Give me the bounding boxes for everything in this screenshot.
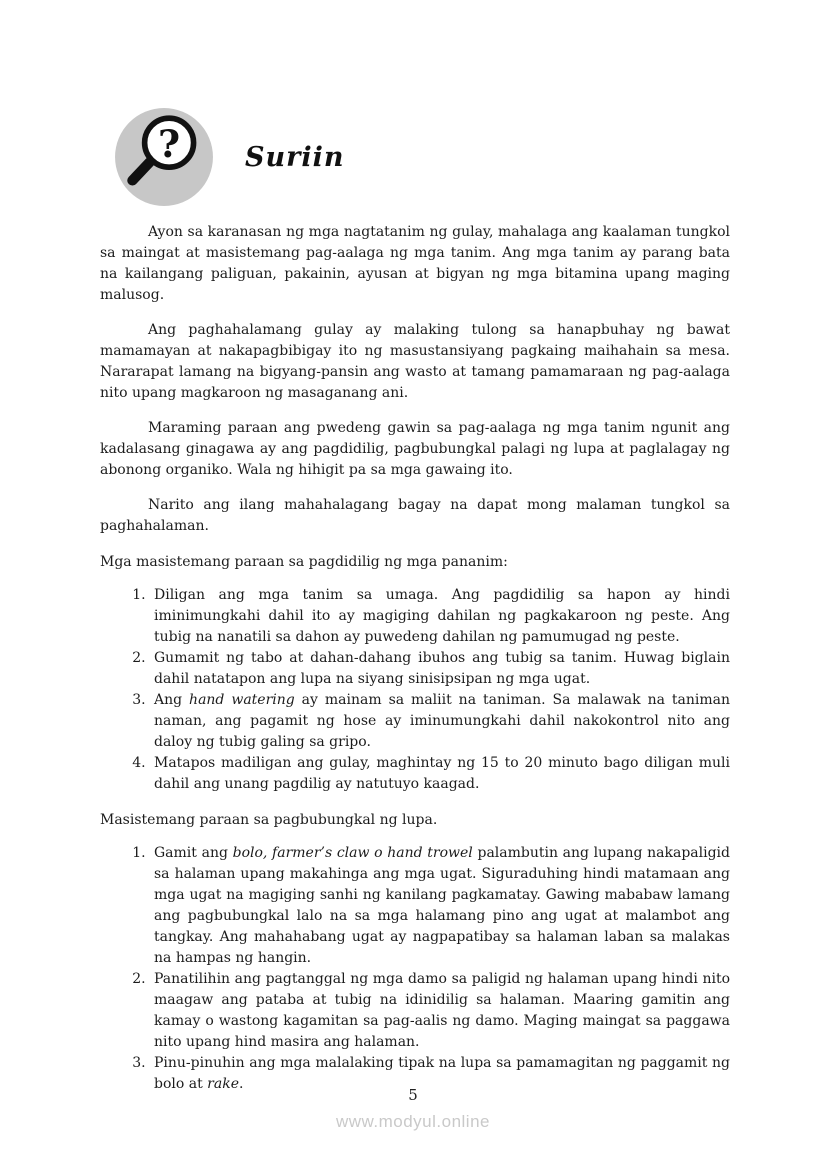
- list-item: [150, 585, 730, 648]
- svg-text:?: ?: [158, 122, 181, 166]
- list-item: [150, 648, 730, 690]
- list-item-text: .: [238, 1076, 244, 1092]
- tilling-list: [100, 843, 730, 1095]
- magnifier-question-icon: [113, 106, 215, 208]
- list-item: [150, 690, 730, 753]
- list-item-italic-text: rake: [207, 1076, 239, 1092]
- paragraph-3: Maraming paraan ang pwedeng gawin sa pag-aalaga ng mga tanim ngunit ang kadalasang ginagawa ay ang pagdidilig, pagbubungkal palagi ng lupa at paglalagay ng abonong organiko. Wala ng hihigit pa sa mga gawaing ito.: [100, 420, 730, 478]
- paragraph-2: Ang paghahalamang gulay ay malaking tulong sa hanapbuhay ng bawat mamamayan at nakapagbibigay ito ng masustansiyang pagkaing maihahain sa mesa. Nararapat lamang na bigyang-pansin ang wasto at tamang pamamaraan ng pag-aalaga nito upang magkaroon ng masaganang ani.: [100, 322, 730, 401]
- list-item-text: ay mainam sa maliit na taniman. Sa malawak na taniman naman, ang pagamit ng hose ay iminumungkahi dahil nakokontrol nito ang daloy ng tubig galing sa gripo.: [154, 692, 731, 750]
- section-header: [113, 106, 826, 208]
- tilling-list-heading: Masistemang paraan sa pagbubungkal ng lupa.: [100, 812, 438, 828]
- paragraph-1: Ayon sa karanasan ng mga nagtatanim ng gulay, mahalaga ang kaalaman tungkol sa maingat at masistemang pag-aalaga ng mga tanim. Ang mga tanim ay parang bata na kailangang paliguan, pakainin, ayusan at bigyan ng mga bitamina upang maging malusog.: [100, 224, 730, 303]
- list-item-text: Gumamit ng tabo at dahan-dahang ibuhos ang tubig sa tanim. Huwag biglain dahil natatapon ang lupa na siyang sinisipsipan ng mga ugat.: [154, 650, 730, 687]
- list-item-text: Matapos madiligan ang gulay, maghintay ng 15 to 20 minuto bago diligan muli dahil ang unang pagdilig ay natutuyo kaagad.: [154, 755, 730, 792]
- list-item-text: Panatilihin ang pagtanggal ng mga damo sa paligid ng halaman upang hindi nito maagaw ang pataba at tubig na idinidilig sa halaman. Maaring gamitin ang kamay o wastong kagamitan sa pag-aalis ng damo. Maging maingat sa paggawa nito upang hind masira ang halaman.: [154, 971, 730, 1050]
- page-number: 5: [408, 1086, 418, 1104]
- list-item-text: Pinu-pinuhin ang mga malalaking tipak na lupa sa pamamagitan ng paggamit ng bolo at: [154, 1055, 730, 1092]
- list-item-italic-text: hand watering: [189, 692, 295, 708]
- watering-list: [100, 585, 730, 795]
- list-item-text: Ang: [154, 692, 190, 708]
- paragraph-4: Narito ang ilang mahahalagang bagay na dapat mong malaman tungkol sa paghahalaman.: [100, 497, 730, 534]
- list-item-italic-text: bolo, farmer’s claw o hand trowel: [232, 845, 473, 861]
- list-item-text: palambutin ang lupang nakapaligid sa halaman upang makahinga ang mga ugat. Siguraduhing hindi matamaan ang mga ugat na magiging sanhi ng kanilang pagkamatay. Gawing mababaw lamang ang pagbubungkal lalo na sa mga halamang pino ang ugat at malambot ang tangkay. Ang mahahabang ugat ay nagpapatibay sa halaman laban sa malakas na hampas ng hangin.: [154, 845, 730, 966]
- footer-url: www.modyul.online: [335, 1112, 490, 1131]
- list-item: [150, 969, 730, 1053]
- page-title: Suriin: [245, 141, 345, 173]
- watering-list-heading: Mga masistemang paraan sa pagdidilig ng mga pananim:: [100, 554, 508, 570]
- list-item: [150, 753, 730, 795]
- list-item-text: Diligan ang mga tanim sa umaga. Ang pagdidilig sa hapon ay hindi iminimungkahi dahil ito ay magiging dahilan ng pagkakaroon ng peste. Ang tubig na nanatili sa dahon ay puwedeng dahilan ng pamumugad ng peste.: [154, 587, 730, 645]
- list-item-text: Gamit ang: [154, 845, 233, 861]
- list-item: [150, 843, 730, 969]
